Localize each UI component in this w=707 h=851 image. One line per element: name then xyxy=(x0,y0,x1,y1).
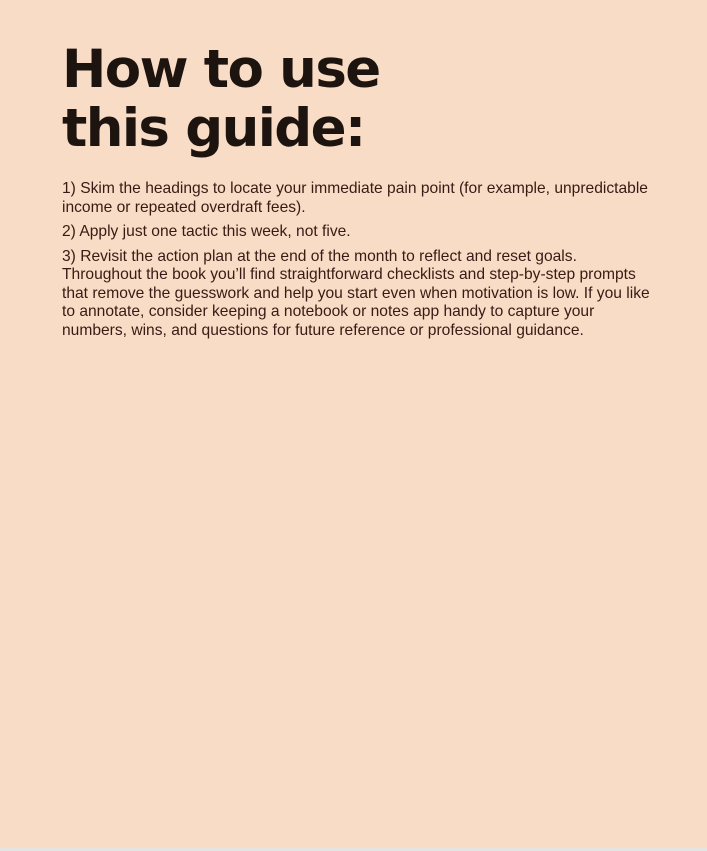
instructions-body xyxy=(62,180,652,340)
page-title: How to use this guide: xyxy=(62,39,380,159)
step-3-text: 3) Revisit the action plan at the end of the month to reflect and reset goals. Throughout the book you’ll find straightforward checklists and step-by-step prompts that remove the guesswork and help you start even when motivation is low. If you like to annotate, consider keeping a notebook or notes app handy to capture your numbers, wins, and questions for future reference or professional guidance. xyxy=(62,247,650,339)
step-1-text: 1) Skim the headings to locate your immediate pain point (for example, unpredictable income or repeated overdraft fees). xyxy=(62,180,648,216)
step-2-text: 2) Apply just one tactic this week, not five. xyxy=(62,223,351,240)
